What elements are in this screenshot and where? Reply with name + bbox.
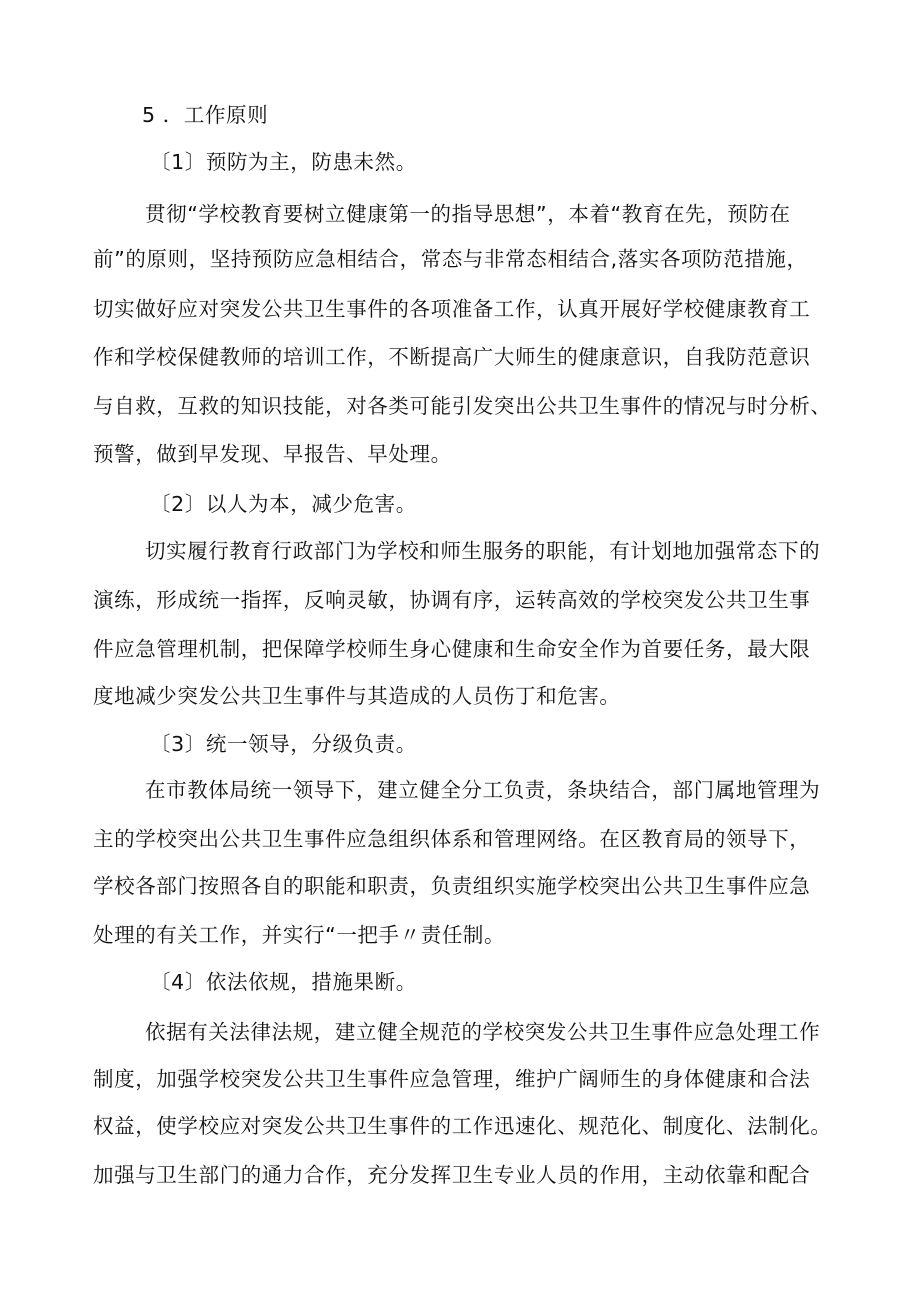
- section-heading: 5 ．工作原则: [142, 103, 269, 127]
- principle-2-title: 〔2〕以人为本，减少危害。: [150, 492, 417, 516]
- paragraph-line: 切实做好应对突发公共卫生事件的各项准备工作，认真开展好学校健康教育工: [93, 297, 811, 321]
- paragraph-line: 依据有关法律法规，建立健全规范的学校突发公共卫生事件应急处理工作: [145, 1020, 821, 1044]
- paragraph-line: 学校各部门按照各自的职能和职责，负责组织实施学校突出公共卫生事件应急: [93, 874, 811, 898]
- paragraph-line: 预警，做到早发现、早报告、早处理。: [93, 442, 452, 466]
- paragraph-line: 制度，加强学校突发公共卫生事件应急管理，维护广阔师生的身体健康和合法: [93, 1067, 811, 1091]
- paragraph-line: 权益，使学校应对突发公共卫生事件的工作迅速化、规范化、制度化、法制化。: [93, 1114, 832, 1138]
- paragraph-line: 贯彻“学校教育要树立健康第一的指导思想”，本着“教育在先，预防在: [145, 202, 791, 226]
- paragraph-line: 处理的有关工作，并实行“一把手〃责任制。: [93, 923, 506, 947]
- paragraph-line: 作和学校保健教师的培训工作，不断提高广大师生的健康意识，自我防范意识: [93, 345, 811, 369]
- paragraph-line: 度地减少突发公共卫生事件与其造成的人员伤丁和危害。: [93, 684, 621, 708]
- principle-3-title: 〔3〕统一领导，分级负责。: [150, 732, 417, 756]
- principle-4-title: 〔4〕依法依规，措施果断。: [150, 970, 417, 994]
- paragraph-line: 在市教体局统一领导下，建立健全分工负责，条块结合，部门属地管理为: [145, 778, 821, 802]
- paragraph-line: 演练，形成统一指挥，反响灵敏，协调有序，运转高效的学校突发公共卫生事: [93, 588, 811, 612]
- paragraph-line: 加强与卫生部门的通力合作，充分发挥卫生专业人员的作用，主动依靠和配合: [93, 1163, 811, 1187]
- paragraph-line: 件应急管理机制，把保障学校师生身心健康和生命安全作为首要任务，最大限: [93, 637, 811, 661]
- paragraph-line: 前”的原则，坚持预防应急相结合，常态与非常态相结合,落实各项防范措施，: [93, 247, 808, 271]
- paragraph-line: 切实履行教育行政部门为学校和师生服务的职能，有计划地加强常态下的: [145, 539, 821, 563]
- paragraph-line: 与自救，互救的知识技能，对各类可能引发突出公共卫生事件的情况与时分析、: [93, 394, 832, 418]
- principle-1-title: 〔1〕预防为主，防患未然。: [150, 150, 417, 174]
- paragraph-line: 主的学校突出公共卫生事件应急组织体系和管理网络。在区教育局的领导下，: [93, 827, 811, 851]
